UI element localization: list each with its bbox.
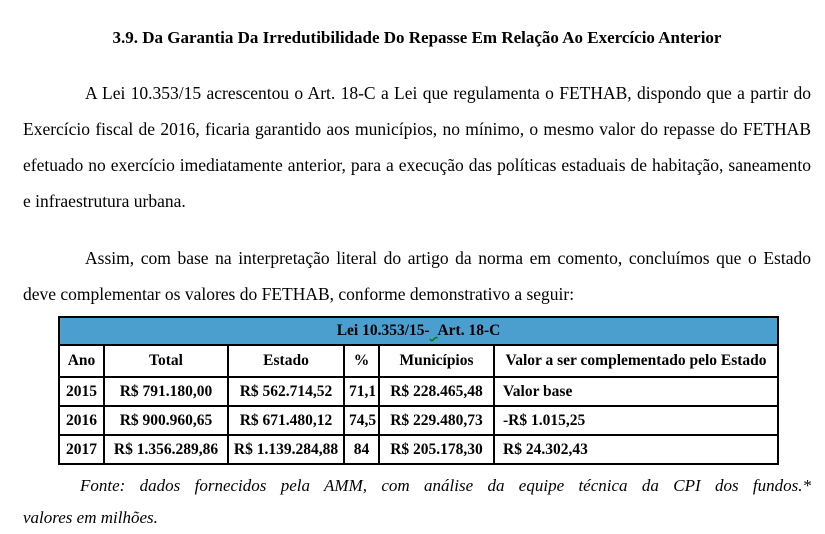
cell-valor-complementado: R$ 24.302,43 <box>494 435 778 464</box>
cell-estado: R$ 671.480,12 <box>228 406 344 435</box>
table-row-2016 <box>59 406 778 435</box>
table-source-note-line-2: valores em milhões. <box>23 508 158 527</box>
cell-ano: 2017 <box>59 435 104 464</box>
cell-municipios: R$ 229.480,73 <box>379 406 494 435</box>
col-header-estado: Estado <box>228 345 344 377</box>
col-header-valor-complementado: Valor a ser complementado pelo Estado <box>494 345 778 377</box>
col-header-total: Total <box>104 345 228 377</box>
cell-percent: 74,5 <box>344 406 379 435</box>
cell-municipios: R$ 228.465,48 <box>379 377 494 406</box>
paragraph-1: A Lei 10.353/15 acrescentou o Art. 18-C a Lei que regulamenta o FETHAB, dispondo que a partir do Exercício fiscal de 2016, ficaria garantido aos municípios, no mínimo, o mesmo valor do repasse do FETHAB efetuado no exercício imediatamente anterior, para a execução das políticas estaduais de habitação, saneamento e infraestrutura urbana. <box>23 83 811 211</box>
fethab-table <box>58 316 779 465</box>
cell-total: R$ 900.960,65 <box>104 406 228 435</box>
table-title-row <box>59 317 778 345</box>
table-header-row <box>59 345 778 377</box>
col-header-ano: Ano <box>59 345 104 377</box>
col-header-municipios: Municípios <box>379 345 494 377</box>
cell-valor-complementado: Valor base <box>494 377 778 406</box>
table-row-2015 <box>59 377 778 406</box>
table-row-2017 <box>59 435 778 464</box>
cell-ano: 2015 <box>59 377 104 406</box>
table-title <box>59 317 778 345</box>
section-heading: 3.9. Da Garantia Da Irredutibilidade Do Repasse Em Relação Ao Exercício Anterior <box>112 28 722 47</box>
table-title-left: Lei 10.353/15- <box>336 322 430 339</box>
table-title-right: Art. 18-C <box>437 322 501 339</box>
cell-total: R$ 1.356.289,86 <box>104 435 228 464</box>
cell-percent: 84 <box>344 435 379 464</box>
cell-estado: R$ 562.714,52 <box>228 377 344 406</box>
cell-total: R$ 791.180,00 <box>104 377 228 406</box>
cell-estado: R$ 1.139.284,88 <box>228 435 344 464</box>
cell-ano: 2016 <box>59 406 104 435</box>
paragraph-2: Assim, com base na interpretação literal do artigo da norma em comento, concluímos que o Estado deve complementar os valores do FETHAB, conforme demonstrativo a seguir: <box>23 248 811 304</box>
cell-valor-complementado: -R$ 1.015,25 <box>494 406 778 435</box>
col-header-percent: % <box>344 345 379 377</box>
cell-municipios: R$ 205.178,30 <box>379 435 494 464</box>
cell-percent: 71,1 <box>344 377 379 406</box>
table-source-note-line-1: Fonte: dados fornecidos pela AMM, com análise da equipe técnica da CPI dos fundos.* <box>80 476 811 495</box>
